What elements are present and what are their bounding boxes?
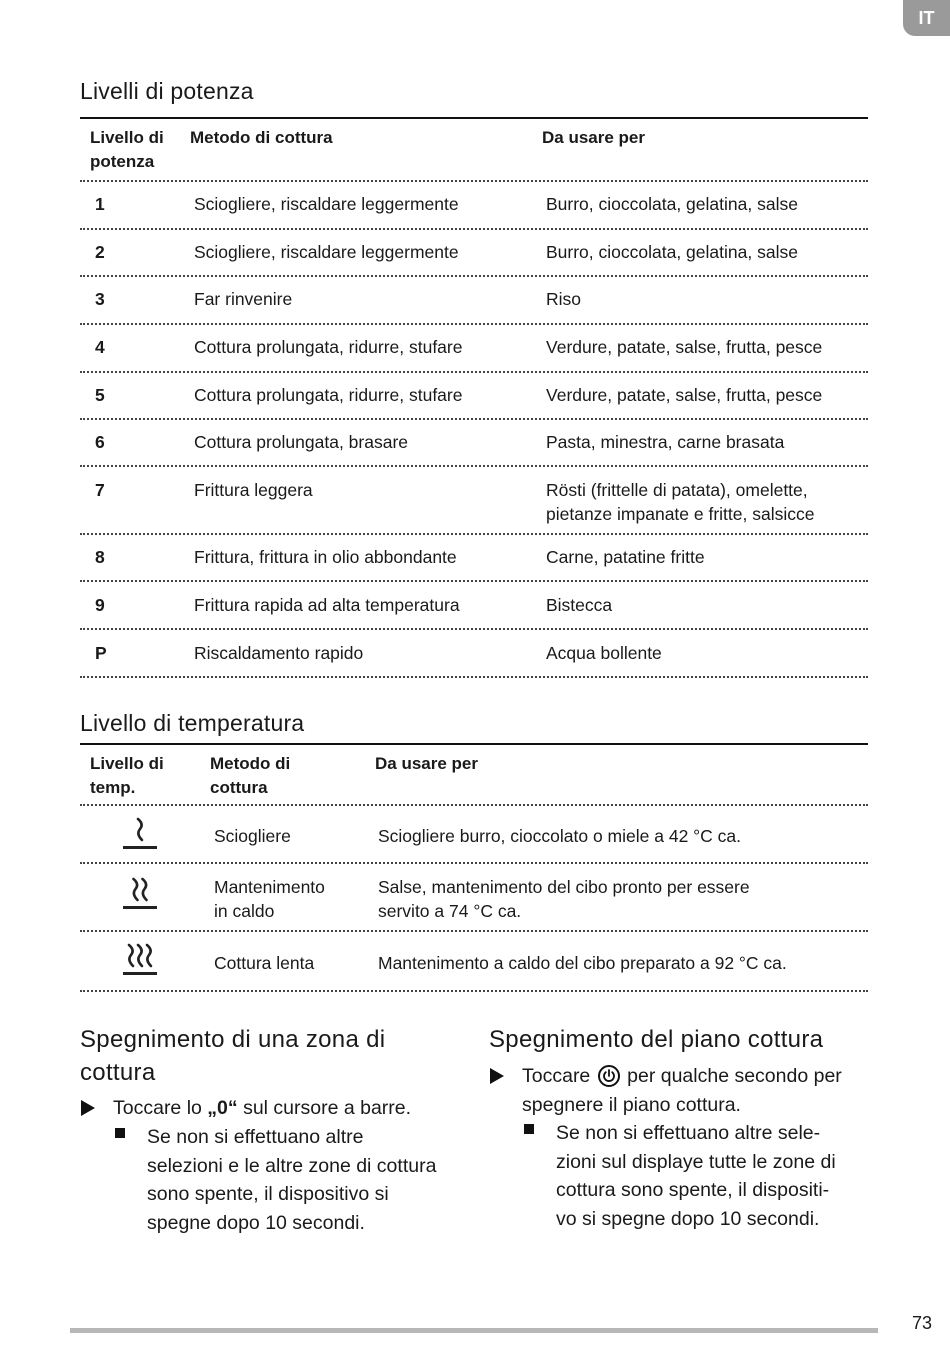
temp-header-level-line2: temp. xyxy=(90,778,136,797)
temp-table-top-rule xyxy=(80,743,868,745)
power-levels-title: Livelli di potenza xyxy=(80,78,254,104)
power-use-cell: Riso xyxy=(546,289,582,309)
power-use-cell: Burro, cioccolata, gelatina, salse xyxy=(546,242,798,262)
temp-use-cell: servito a 74 °C ca. xyxy=(378,901,522,921)
power-level-value: 8 xyxy=(95,547,105,567)
power-use-cell: pietanze impanate e fritte, salsicce xyxy=(546,504,815,524)
power-level-value: P xyxy=(95,643,107,663)
step-arrow-icon xyxy=(81,1100,95,1116)
step-arrow-icon xyxy=(490,1068,504,1084)
zone-off-step xyxy=(113,1094,411,1123)
temp-use-cell: Mantenimento a caldo del cibo preparato a 92 °C ca. xyxy=(378,953,787,973)
temp-header-method-line1: Metodo di xyxy=(210,754,291,773)
power-use-cell: Bistecca xyxy=(546,595,613,615)
page-number: 73 xyxy=(912,1313,933,1333)
hob-off-step xyxy=(522,1062,842,1091)
power-level-value: 7 xyxy=(95,480,105,500)
zone-off-note-line: spegne dopo 10 secondi. xyxy=(147,1211,365,1234)
hob-off-note-line: zioni sul displaye tutte le zone di xyxy=(556,1150,836,1173)
temp-row-divider xyxy=(80,990,868,992)
zone-off-title-line1: Spegnimento di una zona di xyxy=(80,1026,386,1053)
temp-use-cell: Sciogliere burro, cioccolato o miele a 42 °C ca. xyxy=(378,826,742,846)
power-header-level-line2: potenza xyxy=(90,152,155,171)
temp-header-use: Da usare per xyxy=(375,754,478,773)
zone-off-step-text-end: sul cursore a barre. xyxy=(237,1097,412,1119)
heat-wave-stroke xyxy=(138,945,142,966)
heat-wave-stroke xyxy=(147,945,151,966)
zone-off-note-line: Se non si effettuano altre xyxy=(147,1126,364,1148)
power-table-top-rule xyxy=(80,117,868,119)
language-badge: IT xyxy=(903,0,950,36)
power-level-value: 2 xyxy=(95,242,105,262)
hob-off-note-line: vo si spegne dopo 10 secondi. xyxy=(556,1207,820,1230)
power-row-divider xyxy=(80,628,868,630)
power-use-cell: Verdure, patate, salse, frutta, pesce xyxy=(546,337,823,357)
power-level-value: 9 xyxy=(95,595,105,615)
heat-wave-stroke xyxy=(138,819,142,840)
power-method-cell: Riscaldamento rapido xyxy=(194,643,364,663)
power-method-cell: Frittura, frittura in olio abbondante xyxy=(194,547,457,567)
power-level-value: 3 xyxy=(95,289,105,309)
power-use-cell: Pasta, minestra, carne brasata xyxy=(546,432,785,452)
power-row-divider xyxy=(80,418,868,420)
power-header-divider xyxy=(80,180,868,182)
power-level-value: 1 xyxy=(95,194,105,214)
power-level-value: 4 xyxy=(95,337,105,357)
heat-wave-2-icon xyxy=(120,876,160,912)
hob-off-step-line2: spegnere il piano cottura. xyxy=(522,1094,741,1116)
power-row-divider xyxy=(80,465,868,467)
heat-base-line xyxy=(123,846,157,849)
power-use-cell: Acqua bollente xyxy=(546,643,662,663)
power-row-divider xyxy=(80,580,868,582)
power-method-cell: Cottura prolungata, brasare xyxy=(194,432,409,452)
zone-off-title-line2: cottura xyxy=(80,1059,156,1086)
footer-bar xyxy=(70,1328,878,1333)
power-header-use: Da usare per xyxy=(542,128,645,147)
power-header-level-line1: Livello di xyxy=(90,128,164,147)
hob-off-step-text-end: per qualche secondo per xyxy=(627,1065,842,1087)
heat-wave-1-icon xyxy=(120,816,160,852)
heat-wave-stroke xyxy=(129,945,133,966)
bullet-square-icon xyxy=(524,1124,534,1134)
bullet-square-icon xyxy=(115,1128,125,1138)
power-method-cell: Cottura prolungata, ridurre, stufare xyxy=(194,385,463,405)
temp-method-cell: in caldo xyxy=(214,901,275,921)
power-level-value: 6 xyxy=(95,432,105,452)
hob-off-note-line: Se non si effettuano altre sele- xyxy=(556,1122,821,1144)
power-use-cell: Rösti (frittelle di patata), omelette, xyxy=(546,480,808,500)
power-use-cell: Burro, cioccolata, gelatina, salse xyxy=(546,194,798,214)
power-icon xyxy=(598,1065,620,1087)
heat-wave-stroke xyxy=(143,879,147,900)
hob-off-step-text: Toccare xyxy=(522,1065,591,1087)
power-method-cell: Sciogliere, riscaldare leggermente xyxy=(194,242,459,262)
zone-off-note xyxy=(147,1123,436,1237)
temp-header-method-line2: cottura xyxy=(210,778,268,797)
temp-row-divider xyxy=(80,862,868,864)
temp-row-divider xyxy=(80,930,868,932)
temp-method-cell: Cottura lenta xyxy=(214,953,315,973)
zone-off-step-text: Toccare lo xyxy=(113,1097,208,1119)
zone-off-note-line: selezioni e le altre zone di cottura xyxy=(147,1154,437,1177)
hob-off-note xyxy=(556,1119,836,1233)
power-row-divider xyxy=(80,228,868,230)
power-use-cell: Carne, patatine fritte xyxy=(546,547,705,567)
temp-use-cell: Salse, mantenimento del cibo pronto per essere xyxy=(378,877,750,897)
power-row-divider xyxy=(80,533,868,535)
power-row-divider xyxy=(80,676,868,678)
power-method-cell: Frittura rapida ad alta temperatura xyxy=(194,595,460,615)
power-method-cell: Cottura prolungata, ridurre, stufare xyxy=(194,337,463,357)
zone-off-step-zero: „0“ xyxy=(207,1097,238,1119)
power-row-divider xyxy=(80,371,868,373)
heat-wave-stroke xyxy=(134,879,138,900)
heat-base-line xyxy=(123,906,157,909)
temperature-level-title: Livello di temperatura xyxy=(80,710,305,736)
power-row-divider xyxy=(80,323,868,325)
power-method-cell: Frittura leggera xyxy=(194,480,313,500)
heat-wave-3-icon xyxy=(120,942,160,978)
temp-header-level-line1: Livello di xyxy=(90,754,164,773)
hob-off-note-line: cottura sono spente, il dispositi- xyxy=(556,1179,830,1201)
power-header-method: Metodo di cottura xyxy=(190,128,333,147)
temp-method-cell: Sciogliere xyxy=(214,826,291,846)
heat-base-line xyxy=(123,972,157,975)
power-method-cell: Sciogliere, riscaldare leggermente xyxy=(194,194,459,214)
temp-method-cell: Mantenimento xyxy=(214,877,325,897)
power-method-cell: Far rinvenire xyxy=(194,289,293,309)
power-use-cell: Verdure, patate, salse, frutta, pesce xyxy=(546,385,823,405)
power-row-divider xyxy=(80,275,868,277)
power-level-value: 5 xyxy=(95,385,105,405)
zone-off-note-line: sono spente, il dispositivo si xyxy=(147,1183,389,1205)
hob-off-title: Spegnimento del piano cottura xyxy=(489,1026,824,1053)
temp-header-divider xyxy=(80,804,868,806)
